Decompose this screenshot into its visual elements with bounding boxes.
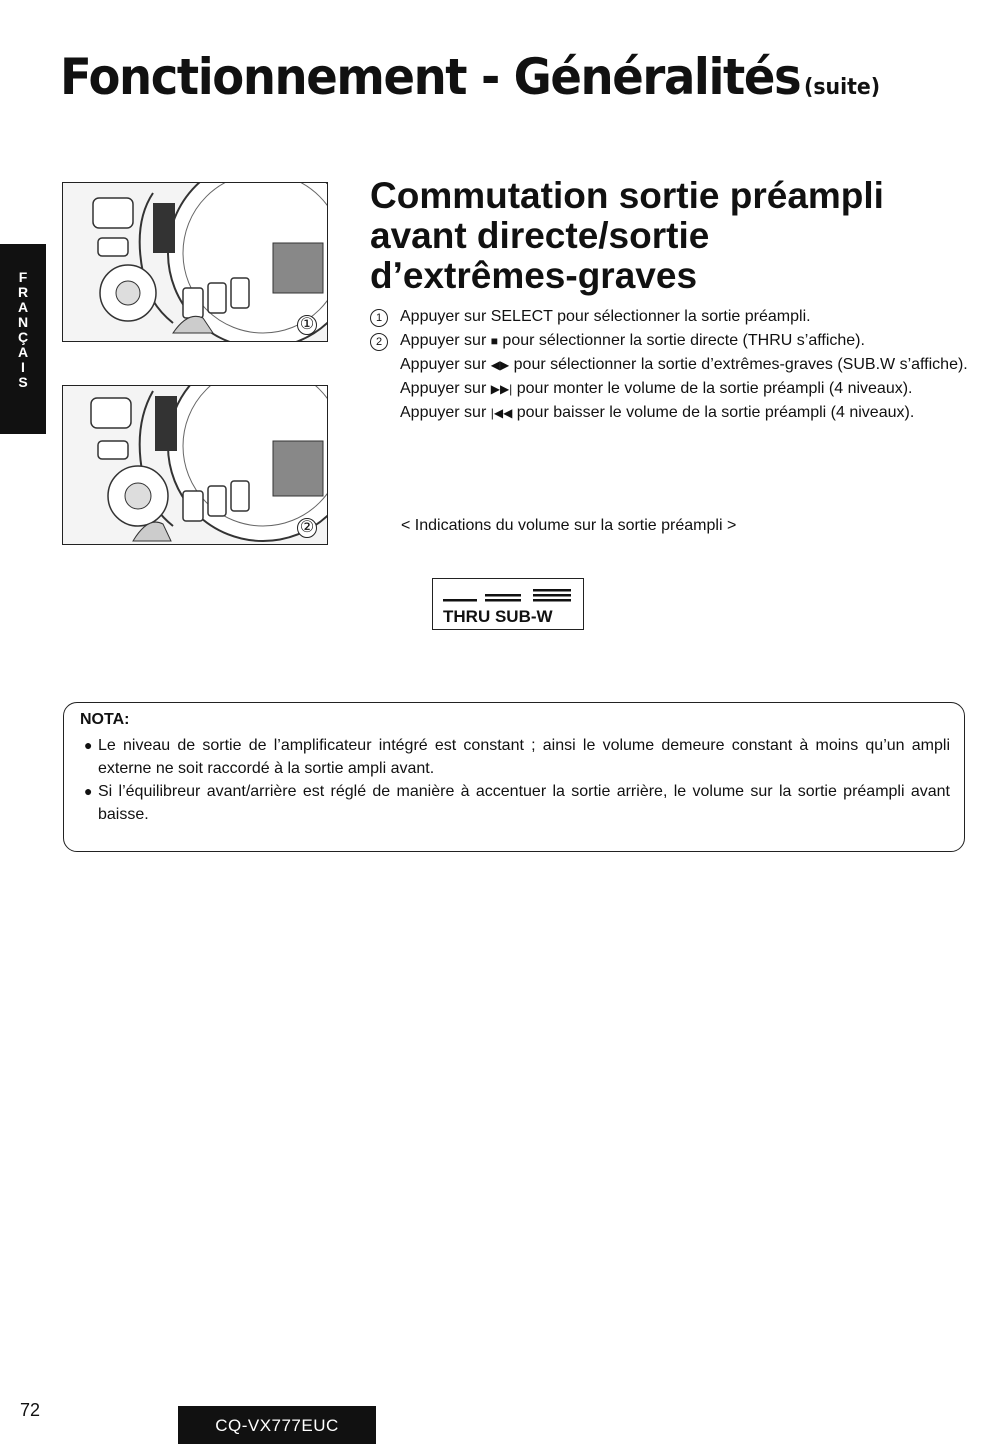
side-tab-letter: I	[21, 359, 25, 375]
bullet-icon: ●	[84, 737, 93, 753]
step-continuation	[370, 353, 970, 377]
language-side-tab	[0, 244, 46, 434]
model-label: CQ-VX777EUC	[178, 1406, 376, 1444]
note-item	[84, 734, 950, 780]
indicator-labels	[443, 607, 553, 627]
section-heading-line: d’extrêmes-graves	[370, 255, 698, 296]
stop-symbol-icon: ■	[490, 334, 498, 348]
page-number: 72	[20, 1400, 41, 1420]
step-text: Appuyer sur SELECT pour sélectionner la sortie préampli.	[400, 308, 811, 325]
bullet-icon: ●	[84, 783, 93, 799]
note-text: Si l’équilibreur avant/arrière est réglé de manière à accentuer la sortie arrière, le volume sur la sortie préampli avant baisse.	[98, 783, 950, 823]
radio-illustration-icon	[63, 183, 328, 342]
step-text: Appuyer sur	[400, 332, 487, 349]
note-list	[84, 734, 950, 826]
level-bars-icon	[441, 585, 575, 603]
subw-label: SUB-W	[494, 607, 553, 626]
step-item	[370, 329, 970, 353]
step-continuation	[370, 401, 970, 425]
step-text: pour monter le volume de la sortie préampli (4 niveaux).	[516, 380, 913, 397]
left-right-arrows-icon: ◀▶	[490, 358, 510, 372]
figure-1-radio-select	[62, 182, 328, 342]
side-tab-letter: A	[17, 299, 29, 315]
volume-display-indicator	[432, 578, 584, 630]
note-text: Le niveau de sortie de l’amplificateur intégré est constant ; ainsi le volume demeure constant à moins qu’un ampli externe ne soit raccordé à la sortie ampli avant.	[98, 737, 950, 777]
side-tab-letter: R	[17, 284, 29, 300]
figure-2-radio-buttons	[62, 385, 328, 545]
step-text: pour sélectionner la sortie directe (THRU s’affiche).	[502, 332, 865, 349]
indications-caption: < Indications du volume sur la sortie préampli >	[401, 517, 737, 534]
note-title: NOTA:	[80, 711, 130, 728]
side-tab-letter: S	[18, 374, 28, 390]
instruction-steps	[370, 305, 970, 425]
thru-label: THRU	[443, 607, 491, 626]
skip-forward-icon: ▶▶|	[490, 382, 513, 396]
figure-number: ①	[297, 315, 317, 335]
step-item	[370, 305, 970, 329]
side-tab-letter: Ç	[17, 329, 29, 345]
step-text: pour baisser le volume de la sortie préampli (4 niveaux).	[516, 404, 915, 421]
page-title	[60, 48, 880, 106]
step-continuation	[370, 377, 970, 401]
step-text: Appuyer sur	[400, 356, 487, 373]
side-tab-letter: A	[17, 344, 29, 360]
side-tab-letter: N	[17, 314, 29, 330]
skip-back-icon: |◀◀	[490, 406, 513, 420]
section-heading	[370, 176, 970, 296]
step-number: 2	[370, 333, 388, 351]
radio-illustration-icon	[63, 386, 328, 545]
section-heading-line: avant directe/sortie	[370, 215, 710, 256]
note-item	[84, 780, 950, 826]
page-title-suffix: (suite)	[804, 75, 881, 100]
side-tab-letter: F	[18, 269, 28, 285]
step-text: pour sélectionner la sortie d’extrêmes-graves (SUB.W s’affiche).	[513, 356, 968, 373]
figure-number: ②	[297, 518, 317, 538]
page-title-text: Fonctionnement - Généralités	[60, 48, 801, 106]
step-number: 1	[370, 309, 388, 327]
step-text: Appuyer sur	[400, 380, 487, 397]
step-text: Appuyer sur	[400, 404, 487, 421]
section-heading-line: Commutation sortie préampli	[370, 175, 884, 216]
